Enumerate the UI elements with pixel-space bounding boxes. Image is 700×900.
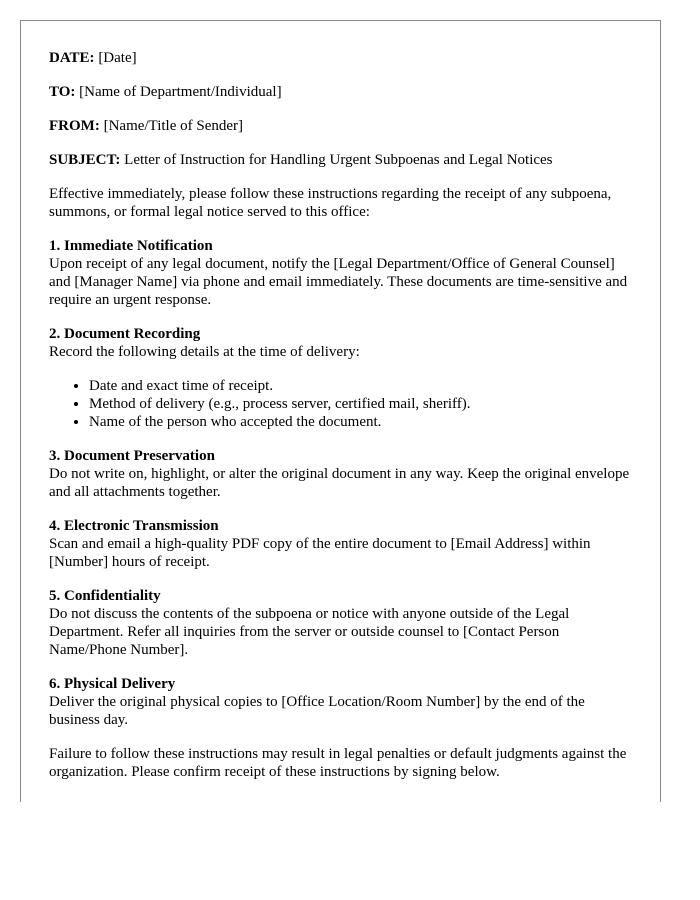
section-body: Deliver the original physical copies to [Office Location/Room Number] by the end of the business day.	[49, 694, 585, 728]
section-body: Upon receipt of any legal document, notify the [Legal Department/Office of General Counsel] and [Manager Name] via phone and email immediately. These documents are time-sensitive and require an urgent response.	[49, 256, 628, 308]
from-label: FROM:	[49, 118, 100, 134]
subject-label: SUBJECT:	[49, 152, 121, 168]
list-item: • Date and exact time of receipt.	[89, 377, 635, 395]
list-item: • Method of delivery (e.g., process server, certified mail, sheriff).	[89, 395, 635, 413]
section-body: Record the following details at the time of delivery:	[49, 344, 360, 360]
section-body: Do not write on, highlight, or alter the original document in any way. Keep the original envelope and all attachments together.	[49, 466, 630, 500]
subject-value: Letter of Instruction for Handling Urgent Subpoenas and Legal Notices	[124, 152, 553, 168]
to-label: TO:	[49, 84, 76, 100]
closing-paragraph: Failure to follow these instructions may result in legal penalties or default judgments against the organization. Please confirm receipt of these instructions by signing below.	[49, 746, 627, 780]
subject-line	[49, 151, 635, 169]
section-title: 5. Confidentiality	[49, 588, 161, 604]
from-line	[49, 117, 635, 135]
list-item: • Name of the person who accepted the document.	[89, 413, 635, 431]
section-title: 3. Document Preservation	[49, 448, 215, 464]
date-value: [Date]	[98, 50, 137, 66]
section-immediate-notification	[49, 237, 635, 309]
section-title: 2. Document Recording	[49, 326, 201, 342]
to-line	[49, 83, 635, 101]
section-title: 1. Immediate Notification	[49, 238, 213, 254]
letter-content	[49, 49, 635, 797]
section-body: Scan and email a high-quality PDF copy of the entire document to [Email Address] within [Number] hours of receipt.	[49, 536, 591, 570]
section-confidentiality	[49, 587, 635, 659]
section-electronic-transmission	[49, 517, 635, 571]
to-value: [Name of Department/Individual]	[79, 84, 282, 100]
letter-page	[20, 20, 661, 802]
section-document-recording	[49, 325, 635, 361]
recording-details-list	[49, 377, 635, 431]
section-title: 6. Physical Delivery	[49, 676, 176, 692]
intro-paragraph: Effective immediately, please follow these instructions regarding the receipt of any subpoena, summons, or formal legal notice served to this office:	[49, 186, 612, 220]
section-title: 4. Electronic Transmission	[49, 518, 219, 534]
date-label: DATE:	[49, 50, 95, 66]
section-physical-delivery	[49, 675, 635, 729]
section-document-preservation	[49, 447, 635, 501]
section-body: Do not discuss the contents of the subpoena or notice with anyone outside of the Legal Department. Refer all inquiries from the server or outside counsel to [Contact Person Name/Phone Number].	[49, 606, 570, 658]
from-value: [Name/Title of Sender]	[103, 118, 243, 134]
date-line	[49, 49, 635, 67]
